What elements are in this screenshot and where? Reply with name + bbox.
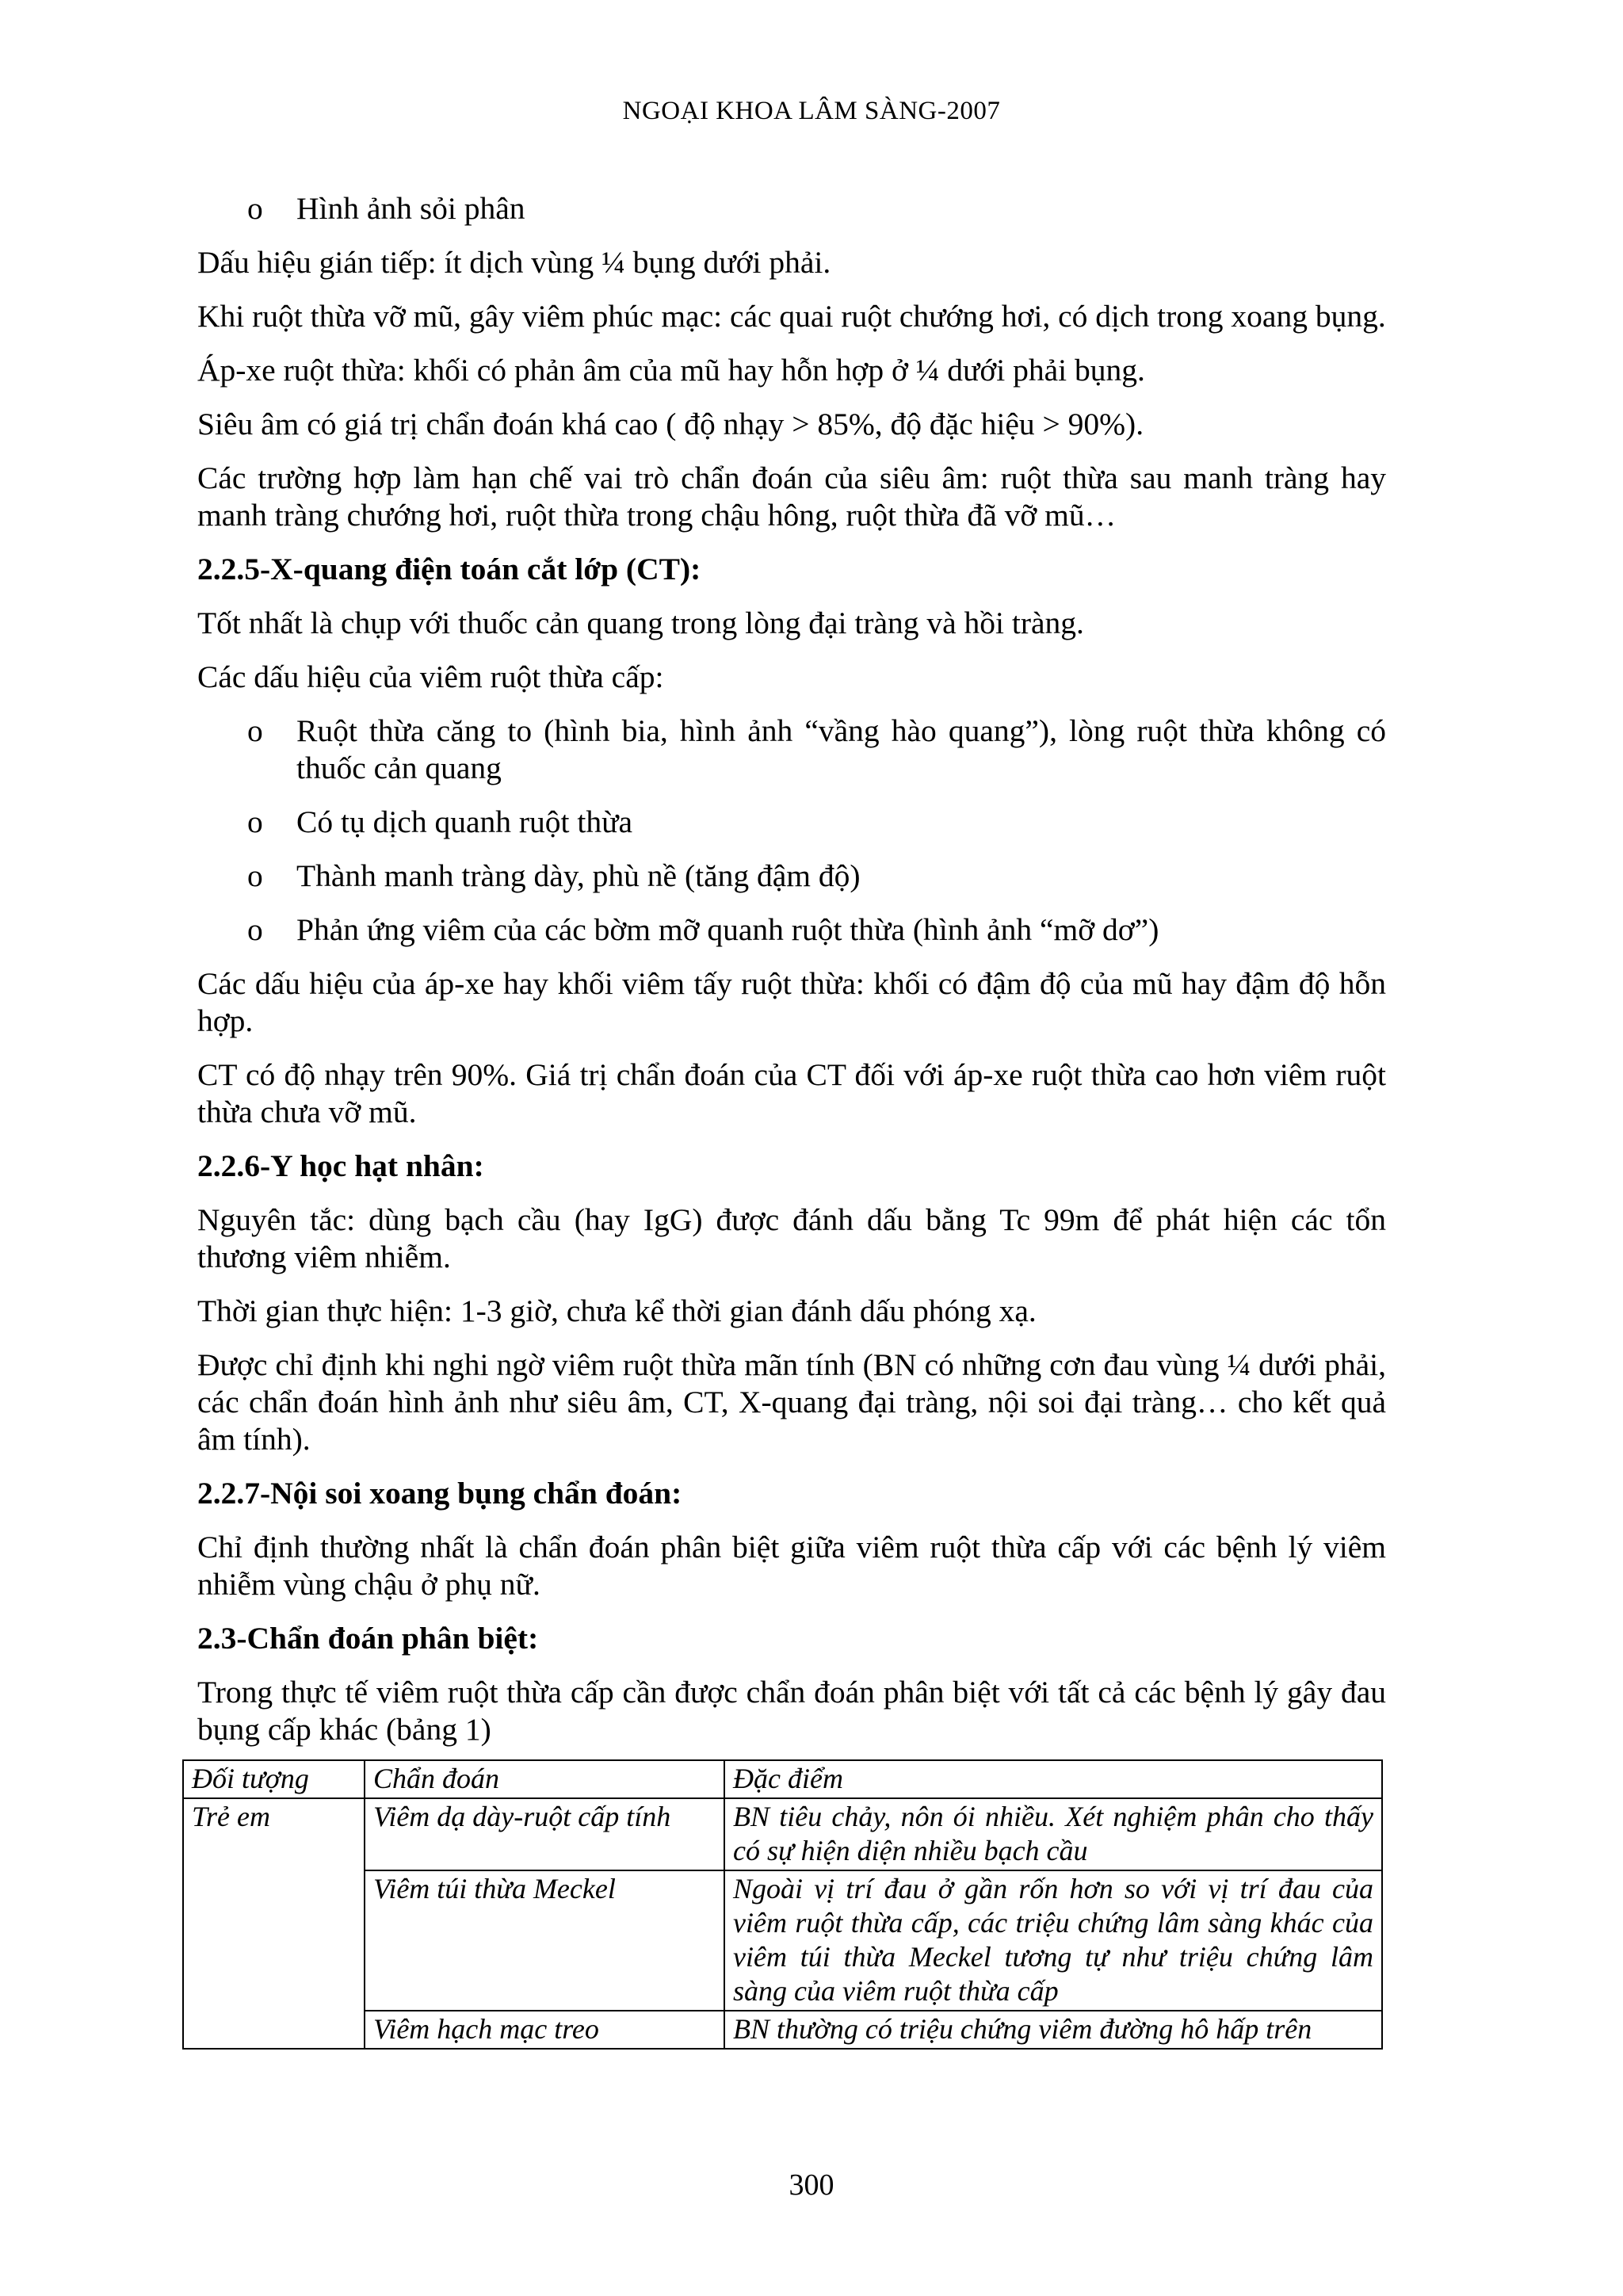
paragraph: Nguyên tắc: dùng bạch cầu (hay IgG) được đánh dấu bằng Tc 99m để phát hiện các tổn thương viêm nhiễm. [197, 1202, 1386, 1274]
list-item-text: Thành manh tràng dày, phù nề (tăng đậm độ) [296, 858, 861, 893]
table-cell-subject: Trẻ em [183, 1798, 365, 2049]
paragraph: Các dấu hiệu của áp-xe hay khối viêm tấy ruột thừa: khối có đậm độ của mũ hay đậm độ hỗn hợp. [197, 966, 1386, 1038]
paragraph: CT có độ nhạy trên 90%. Giá trị chẩn đoán của CT đối với áp-xe ruột thừa cao hơn viêm ruột thừa chưa vỡ mũ. [197, 1057, 1386, 1129]
paragraph: Tốt nhất là chụp với thuốc cản quang trong lòng đại tràng và hồi tràng. [197, 606, 1084, 640]
table-cell-diagnosis: Viêm hạch mạc treo [365, 2011, 724, 2049]
bullet-marker: o [247, 804, 263, 839]
page-number: 300 [789, 2168, 834, 2202]
table-cell-features: BN thường có triệu chứng viêm đường hô hấp trên [724, 2011, 1382, 2049]
list-item-text: Có tụ dịch quanh ruột thừa [296, 804, 633, 839]
table-cell-features: BN tiêu chảy, nôn ói nhiều. Xét nghiệm phân cho thấy có sự hiện diện nhiều bạch cầu [724, 1798, 1382, 1870]
paragraph: Áp-xe ruột thừa: khối có phản âm của mũ hay hỗn hợp ở ¼ dưới phải bụng. [197, 353, 1145, 388]
bullet-marker: o [247, 912, 263, 947]
list-item-text: Phản ứng viêm của các bờm mỡ quanh ruột thừa (hình ảnh “mỡ dơ”) [296, 912, 1159, 947]
bullet-marker: o [247, 713, 263, 748]
table-row [183, 1798, 1382, 1870]
bullet-marker: o [247, 858, 263, 893]
page-body [192, 190, 1386, 2050]
list-item-text: Ruột thừa căng to (hình bia, hình ảnh “vầng hào quang”), lòng ruột thừa không có thuốc cản quang [296, 713, 1386, 785]
paragraph: Các dấu hiệu của viêm ruột thừa cấp: [197, 659, 664, 694]
list-item [197, 858, 1386, 895]
list-item [197, 190, 1386, 227]
section-heading: 2.2.6-Y học hạt nhân: [197, 1148, 484, 1183]
table-cell-diagnosis: Viêm túi thừa Meckel [365, 1870, 724, 2011]
bullet-marker: o [247, 191, 263, 226]
table-cell-diagnosis: Viêm dạ dày-ruột cấp tính [365, 1798, 724, 1870]
table-header-cell: Đối tượng [183, 1760, 365, 1798]
list-item-text: Hình ảnh sỏi phân [296, 191, 525, 226]
section-heading: 2.2.5-X-quang điện toán cắt lớp (CT): [197, 552, 701, 586]
paragraph: Dấu hiệu gián tiếp: ít dịch vùng ¼ bụng dưới phải. [197, 245, 831, 280]
differential-diagnosis-table [182, 1759, 1383, 2050]
paragraph: Chỉ định thường nhất là chẩn đoán phân biệt giữa viêm ruột thừa cấp với các bệnh lý viêm nhiễm vùng chậu ở phụ nữ. [197, 1530, 1386, 1602]
paragraph: Siêu âm có giá trị chẩn đoán khá cao ( độ nhạy > 85%, độ đặc hiệu > 90%). [197, 407, 1144, 441]
bullet-list [197, 190, 1386, 227]
table-header-row [183, 1760, 1382, 1798]
list-item [197, 804, 1386, 841]
list-item [197, 712, 1386, 787]
paragraph: Khi ruột thừa vỡ mũ, gây viêm phúc mạc: các quai ruột chướng hơi, có dịch trong xoang bụng. [197, 299, 1386, 334]
table-cell-features: Ngoài vị trí đau ở gần rốn hơn so với vị trí đau của viêm ruột thừa cấp, các triệu chứng lâm sàng khác của viêm túi thừa Meckel tương tự như triệu chứng lâm sàng của viêm ruột thừa cấp [724, 1870, 1382, 2011]
paragraph: Được chỉ định khi nghi ngờ viêm ruột thừa mãn tính (BN có những cơn đau vùng ¼ dưới phải, các chẩn đoán hình ảnh như siêu âm, CT, X-quang đại tràng, nội soi đại tràng… cho kết quả âm tính). [197, 1347, 1386, 1457]
table-header-cell: Chẩn đoán [365, 1760, 724, 1798]
table-header-cell: Đặc điểm [724, 1760, 1382, 1798]
section-heading: 2.2.7-Nội soi xoang bụng chẩn đoán: [197, 1476, 682, 1511]
section-heading: 2.3-Chẩn đoán phân biệt: [197, 1621, 539, 1656]
list-item [197, 911, 1386, 949]
paragraph: Trong thực tế viêm ruột thừa cấp cần được chẩn đoán phân biệt với tất cả các bệnh lý gây đau bụng cấp khác (bảng 1) [197, 1675, 1386, 1747]
bullet-list [197, 712, 1386, 949]
paragraph: Các trường hợp làm hạn chế vai trò chẩn đoán của siêu âm: ruột thừa sau manh tràng hay manh tràng chướng hơi, ruột thừa trong chậu hông, ruột thừa đã vỡ mũ… [197, 460, 1386, 533]
running-header: NGOẠI KHOA LÂM SÀNG-2007 [622, 97, 1001, 125]
paragraph: Thời gian thực hiện: 1-3 giờ, chưa kể thời gian đánh dấu phóng xạ. [197, 1293, 1037, 1328]
